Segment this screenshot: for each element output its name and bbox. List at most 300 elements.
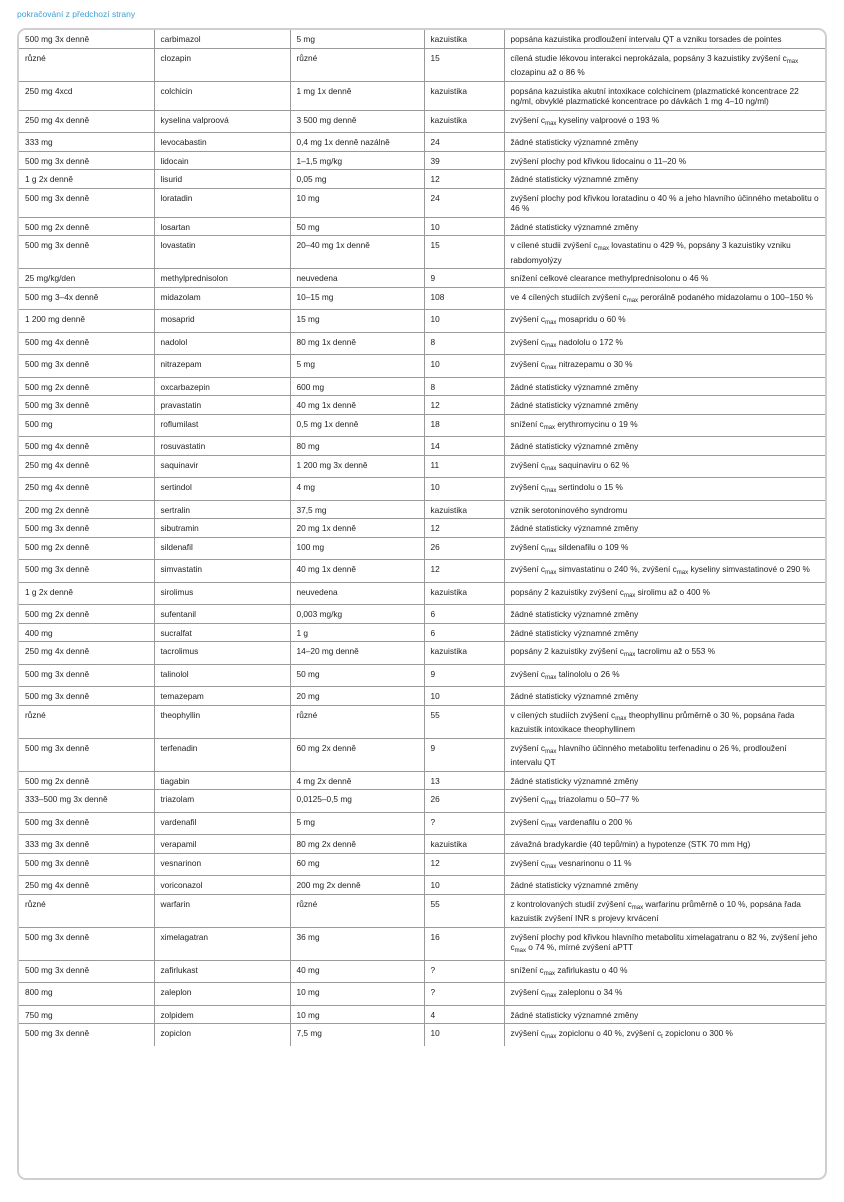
subscript: max <box>786 58 799 65</box>
subscript: max <box>545 748 557 755</box>
subscript: max <box>545 365 557 371</box>
cell-patient-count: 12 <box>424 170 504 189</box>
cell-patient-count: 15 <box>424 48 504 81</box>
cell-drug: levocabastin <box>154 133 290 152</box>
cell-patient-count: 11 <box>424 455 504 478</box>
cell-patient-count: kazuistika <box>424 500 504 519</box>
cell-drug-dose: 0,003 mg/kg <box>290 605 424 624</box>
table-row <box>19 853 825 876</box>
subscript: max <box>543 970 556 977</box>
table-row <box>19 876 825 895</box>
cell-dose: 1 g 2x denně <box>19 170 154 189</box>
table-row <box>19 894 825 927</box>
cell-effect: žádné statisticky významné změny <box>504 170 825 189</box>
cell-patient-count: ? <box>424 983 504 1006</box>
table-row <box>19 377 825 396</box>
subscript: max <box>545 342 557 349</box>
cell-dose: 333–500 mg 3x denně <box>19 790 154 813</box>
cell-effect: žádné statisticky významné změny <box>504 623 825 642</box>
table-row <box>19 478 825 501</box>
cell-dose: 25 mg/kg/den <box>19 269 154 288</box>
cell-drug-dose: 20 mg 1x denně <box>290 519 424 538</box>
interaction-table-frame <box>17 28 827 1180</box>
cell-effect: snížení $c_{max}$ zafirlukastu o 40 % <box>504 960 825 983</box>
subscript: max <box>631 904 644 911</box>
cell-patient-count: 26 <box>424 790 504 813</box>
cell-drug: nadolol <box>154 332 290 355</box>
cell-patient-count: 8 <box>424 377 504 396</box>
cell-drug-dose: 1 g <box>290 623 424 642</box>
cell-drug: sucralfat <box>154 623 290 642</box>
cell-effect: zvýšení $c_{max}$ zopiclonu o 40 %, zvýšení $c_t$ zopiclonu o 300 % <box>510 1028 733 1040</box>
cell-dose: 1 g 2x denně <box>19 582 154 605</box>
cell-dose: 400 mg <box>19 623 154 642</box>
cell-patient-count: 12 <box>424 519 504 538</box>
subscript: max <box>545 863 557 870</box>
cell-drug: methylprednisolon <box>154 269 290 288</box>
cell-effect: zvýšení $c_{max}$ zaleplonu o 34 % <box>504 983 825 1006</box>
continued-note: pokračování z předchozí strany <box>17 9 136 19</box>
cell-dose: 250 mg 4x denně <box>19 876 154 895</box>
cell-patient-count: ? <box>424 960 504 983</box>
cell-patient-count: 10 <box>424 876 504 895</box>
cell-drug: losartan <box>154 217 290 236</box>
cell-dose: 500 mg 3x denně <box>19 1024 154 1046</box>
cell-dose: 500 mg 2x denně <box>19 377 154 396</box>
table-row <box>19 437 825 456</box>
table-row <box>19 355 825 378</box>
cell-patient-count: 16 <box>424 927 504 960</box>
cell-effect: popsány 2 kazuistiky zvýšení $c_{max}$ tacrolimu až o 553 % <box>504 642 825 665</box>
cell-drug-dose: neuvedena <box>290 269 424 288</box>
table-row <box>19 500 825 519</box>
cell-patient-count: 12 <box>424 853 504 876</box>
cell-patient-count: 39 <box>424 151 504 170</box>
table-row <box>19 560 825 583</box>
cell-patient-count: 9 <box>424 738 504 771</box>
cell-patient-count: 6 <box>424 605 504 624</box>
cell-patient-count: 10 <box>424 478 504 501</box>
cell-effect: žádné statisticky významné změny <box>504 519 825 538</box>
cell-dose: 500 mg 2x denně <box>19 537 154 560</box>
cell-drug: zafirlukast <box>154 960 290 983</box>
cell-effect: žádné statisticky významné změny <box>504 133 825 152</box>
cell-patient-count: kazuistika <box>424 30 504 48</box>
cell-patient-count: 14 <box>424 437 504 456</box>
cell-drug: nitrazepam <box>154 355 290 378</box>
subscript: max <box>545 674 557 681</box>
table-row <box>19 835 825 854</box>
cell-drug: tacrolimus <box>154 642 290 665</box>
cell-dose: 500 mg <box>19 414 154 437</box>
cell-dose: 500 mg 3x denně <box>19 396 154 415</box>
cell-effect: zvýšení $c_{max}$ talinololu o 26 % <box>504 664 825 687</box>
cell-dose: 500 mg 3x denně <box>19 236 154 269</box>
table-row <box>19 605 825 624</box>
table-row <box>19 519 825 538</box>
cell-drug-dose: 40 mg <box>290 960 424 983</box>
cell-drug-dose: 4 mg 2x denně <box>290 771 424 790</box>
cell-drug: simvastatin <box>154 560 290 583</box>
cell-drug: midazolam <box>154 287 290 310</box>
cell-dose: 500 mg 2x denně <box>19 217 154 236</box>
cell-dose: 500 mg 3x denně <box>19 519 154 538</box>
cell-drug-dose: různé <box>290 705 424 738</box>
table-row <box>19 771 825 790</box>
cell-effect: zvýšení plochy pod křivkou hlavního metabolitu ximelagatranu o 82 %, zvýšení jeho $c_{max}$ o 74 %, mírné zvýšení aPTT <box>504 927 825 960</box>
cell-effect: popsána kazuistika akutní intoxikace colchicinem (plazmatické koncentrace 22 ng/ml, obvyklé plazmatické koncentrace po dávkách 1 mg 4–10 ng/ml) <box>504 81 825 110</box>
cell-drug-dose: 200 mg 2x denně <box>290 876 424 895</box>
cell-drug: saquinavir <box>154 455 290 478</box>
cell-drug-dose: 1 mg 1x denně <box>290 81 424 110</box>
cell-drug: sildenafil <box>154 537 290 560</box>
subscript: max <box>543 424 556 431</box>
cell-dose: 500 mg 4x denně <box>19 332 154 355</box>
cell-patient-count: kazuistika <box>424 110 504 133</box>
table-row <box>19 81 825 110</box>
cell-effect: zvýšení plochy pod křivkou lidocainu o 11–20 % <box>504 151 825 170</box>
cell-drug-dose: 600 mg <box>290 377 424 396</box>
cell-patient-count: kazuistika <box>424 81 504 110</box>
table-row <box>19 269 825 288</box>
subscript: max <box>623 652 636 658</box>
cell-patient-count: 15 <box>424 236 504 269</box>
cell-patient-count: ? <box>424 812 504 835</box>
table-row <box>19 687 825 706</box>
cell-dose: 500 mg 3–4x denně <box>19 287 154 310</box>
table-row <box>19 414 825 437</box>
cell-drug: triazolam <box>154 790 290 813</box>
cell-dose: 250 mg 4x denně <box>19 455 154 478</box>
cell-drug: kyselina valproová <box>154 110 290 133</box>
cell-drug: theophyllin <box>154 705 290 738</box>
cell-drug: sufentanil <box>154 605 290 624</box>
cell-patient-count: 55 <box>424 894 504 927</box>
cell-drug: lisurid <box>154 170 290 189</box>
cell-effect: zvýšení plochy pod křivkou loratadinu o 40 % a jeho hlavního účinného metabolitu o 46 % <box>504 188 825 217</box>
cell-effect: žádné statisticky významné změny <box>504 217 825 236</box>
cell-drug: mosaprid <box>154 310 290 333</box>
cell-drug-dose: 40 mg 1x denně <box>290 560 424 583</box>
cell-drug: carbimazol <box>154 30 290 48</box>
cell-patient-count: 10 <box>424 687 504 706</box>
cell-drug: voriconazol <box>154 876 290 895</box>
cell-effect: zvýšení $c_{max}$ nadololu o 172 % <box>504 332 825 355</box>
cell-drug: roflumilast <box>154 414 290 437</box>
table-row <box>19 236 825 269</box>
cell-drug-dose: 40 mg 1x denně <box>290 396 424 415</box>
cell-effect: zvýšení $c_{max}$ vesnarinonu o 11 % <box>504 853 825 876</box>
cell-drug-dose: 15 mg <box>290 310 424 333</box>
cell-effect: žádné statisticky významné změny <box>504 396 825 415</box>
table-row <box>19 455 825 478</box>
cell-patient-count: 24 <box>424 133 504 152</box>
cell-dose: různé <box>19 894 154 927</box>
cell-drug-dose: 5 mg <box>290 30 424 48</box>
table-row <box>19 960 825 983</box>
cell-dose: 333 mg <box>19 133 154 152</box>
table-row <box>19 188 825 217</box>
subscript: max <box>545 488 557 494</box>
cell-dose: 500 mg 3x denně <box>19 560 154 583</box>
cell-patient-count: 26 <box>424 537 504 560</box>
cell-drug-dose: 0,4 mg 1x denně nazálně <box>290 133 424 152</box>
cell-drug-dose: neuvedena <box>290 582 424 605</box>
cell-dose: 200 mg 2x denně <box>19 500 154 519</box>
cell-effect: popsána kazuistika prodloužení intervalu QT a vzniku torsades de pointes <box>504 30 825 48</box>
subscript: max <box>545 822 557 829</box>
cell-effect: v cílených studiích zvýšení $c_{max}$ theophyllinu průměrně o 30 %, popsána řada kazuistik intoxikace theophyllinem <box>504 705 825 738</box>
cell-drug: sibutramin <box>154 519 290 538</box>
cell-dose: různé <box>19 48 154 81</box>
cell-dose: 500 mg 3x denně <box>19 355 154 378</box>
cell-dose: 500 mg 3x denně <box>19 812 154 835</box>
cell-effect: žádné statisticky významné změny <box>504 377 825 396</box>
table-row <box>19 396 825 415</box>
cell-drug-dose: 0,5 mg 1x denně <box>290 414 424 437</box>
table-body <box>19 30 825 1046</box>
cell-drug-dose: 1–1,5 mg/kg <box>290 151 424 170</box>
cell-drug-dose: 1 200 mg 3x denně <box>290 455 424 478</box>
cell-effect: závažná bradykardie (40 tepů/min) a hypotenze (STK 70 mm Hg) <box>504 835 825 854</box>
cell-drug-dose: různé <box>290 48 424 81</box>
subscript: max <box>615 715 627 722</box>
table-row <box>19 738 825 771</box>
cell-effect: zvýšení $c_{max}$ saquinaviru o 62 % <box>504 455 825 478</box>
table-row <box>19 623 825 642</box>
cell-effect: cílená studie lékovou interakci neprokázala, popsány 3 kazuistiky zvýšení $c_{max}$ clozapinu až o 86 % <box>504 48 825 81</box>
table-row <box>19 287 825 310</box>
cell-effect: zvýšení $c_{max}$ sertindolu o 15 % <box>504 478 825 501</box>
table-row <box>19 151 825 170</box>
cell-drug: vardenafil <box>154 812 290 835</box>
cell-dose: 250 mg 4x denně <box>19 478 154 501</box>
cell-effect: zvýšení $c_{max}$ kyseliny valproové o 193 % <box>504 110 825 133</box>
cell-patient-count: 4 <box>424 1005 504 1024</box>
cell-patient-count: 18 <box>424 414 504 437</box>
cell-effect: ve 4 cílených studiích zvýšení $c_{max}$ perorálně podaného midazolamu o 100–150 % <box>504 287 825 310</box>
cell-drug: lidocain <box>154 151 290 170</box>
cell-drug: sertralin <box>154 500 290 519</box>
subscript: max <box>545 1034 557 1040</box>
cell-patient-count: 12 <box>424 560 504 583</box>
subscript: max <box>545 120 557 127</box>
cell-dose: 500 mg 4x denně <box>19 437 154 456</box>
cell-drug-dose: 80 mg 1x denně <box>290 332 424 355</box>
cell-dose: 800 mg <box>19 983 154 1006</box>
cell-drug: lovastatin <box>154 236 290 269</box>
cell-drug: terfenadin <box>154 738 290 771</box>
cell-drug-dose: 10 mg <box>290 1005 424 1024</box>
cell-effect: snížení $c_{max}$ erythromycinu o 19 % <box>504 414 825 437</box>
cell-drug: warfarin <box>154 894 290 927</box>
cell-drug: sirolimus <box>154 582 290 605</box>
cell-drug-dose: různé <box>290 894 424 927</box>
cell-drug: zopiclon <box>154 1024 290 1046</box>
cell-effect: zvýšení $c_{max}$ sildenafilu o 109 % <box>504 537 825 560</box>
cell-patient-count: 13 <box>424 771 504 790</box>
cell-dose: různé <box>19 705 154 738</box>
cell-drug-dose: 5 mg <box>290 355 424 378</box>
cell-effect: popsány 2 kazuistiky zvýšení $c_{max}$ sirolimu až o 400 % <box>504 582 825 605</box>
cell-effect: žádné statisticky významné změny <box>504 687 825 706</box>
table-row <box>19 310 825 333</box>
cell-patient-count: 24 <box>424 188 504 217</box>
cell-effect: zvýšení $c_{max}$ nitrazepamu o 30 % <box>504 355 825 378</box>
cell-drug: rosuvastatin <box>154 437 290 456</box>
table-row <box>19 983 825 1006</box>
cell-drug: vesnarinon <box>154 853 290 876</box>
cell-drug: talinolol <box>154 664 290 687</box>
cell-dose: 500 mg 3x denně <box>19 188 154 217</box>
cell-dose: 250 mg 4x denně <box>19 642 154 665</box>
cell-effect: snížení celkové clearance methylprednisolonu o 46 % <box>504 269 825 288</box>
cell-drug-dose: 0,0125–0,5 mg <box>290 790 424 813</box>
cell-effect: zvýšení $c_{max}$ vardenafilu o 200 % <box>504 812 825 835</box>
cell-dose: 500 mg 3x denně <box>19 853 154 876</box>
cell-effect: žádné statisticky významné změny <box>504 876 825 895</box>
subscript: max <box>626 297 639 304</box>
table-row <box>19 170 825 189</box>
cell-patient-count: 10 <box>424 355 504 378</box>
cell-effect: v cílené studii zvýšení $c_{max}$ lovastatinu o 429 %, popsány 3 kazuistiky vzniku rabdomyolýzy <box>504 236 825 269</box>
table-row <box>19 927 825 960</box>
cell-effect: žádné statisticky významné změny <box>504 437 825 456</box>
table-row <box>19 110 825 133</box>
subscript: max <box>545 800 557 806</box>
cell-dose: 500 mg 3x denně <box>19 151 154 170</box>
cell-drug-dose: 80 mg 2x denně <box>290 835 424 854</box>
cell-patient-count: 10 <box>424 1024 504 1046</box>
cell-drug: ximelagatran <box>154 927 290 960</box>
cell-effect: zvýšení $c_{max}$ triazolamu o 50–77 % <box>504 790 825 813</box>
cell-drug-dose: 36 mg <box>290 927 424 960</box>
table-row <box>19 537 825 560</box>
cell-drug-dose: 0,05 mg <box>290 170 424 189</box>
cell-dose: 333 mg 3x denně <box>19 835 154 854</box>
table-row <box>19 705 825 738</box>
cell-dose: 500 mg 3x denně <box>19 738 154 771</box>
table-row <box>19 664 825 687</box>
cell-drug: clozapin <box>154 48 290 81</box>
cell-patient-count: 10 <box>424 310 504 333</box>
cell-dose: 500 mg 2x denně <box>19 771 154 790</box>
cell-patient-count: 9 <box>424 664 504 687</box>
cell-effect: zvýšení $c_{max}$ simvastatinu o 240 %, zvýšení $c_{max}$ kyseliny simvastatinové o 290 % <box>504 560 825 583</box>
cell-effect: vznik serotoninového syndromu <box>504 500 825 519</box>
table-row <box>19 30 825 48</box>
table-row <box>19 1024 825 1046</box>
cell-drug-dose: 60 mg 2x denně <box>290 738 424 771</box>
cell-dose: 1 200 mg denně <box>19 310 154 333</box>
cell-drug-dose: 10 mg <box>290 188 424 217</box>
cell-dose: 500 mg 3x denně <box>19 960 154 983</box>
cell-drug-dose: 100 mg <box>290 537 424 560</box>
cell-drug-dose: 20–40 mg 1x denně <box>290 236 424 269</box>
cell-dose: 500 mg 3x denně <box>19 30 154 48</box>
table-row <box>19 1005 825 1024</box>
cell-drug-dose: 5 mg <box>290 812 424 835</box>
cell-dose: 500 mg 3x denně <box>19 687 154 706</box>
cell-drug: pravastatin <box>154 396 290 415</box>
cell-patient-count: kazuistika <box>424 582 504 605</box>
subscript: max <box>514 948 526 954</box>
subscript: max <box>623 592 636 599</box>
cell-drug: oxcarbazepin <box>154 377 290 396</box>
table-row <box>19 790 825 813</box>
subscript: t <box>661 1034 663 1040</box>
cell-drug-dose: 50 mg <box>290 217 424 236</box>
cell-drug-dose: 10 mg <box>290 983 424 1006</box>
cell-patient-count: 9 <box>424 269 504 288</box>
table-row <box>19 642 825 665</box>
table-row <box>19 582 825 605</box>
cell-dose: 250 mg 4xcd <box>19 81 154 110</box>
subscript: max <box>545 993 557 999</box>
cell-dose: 750 mg <box>19 1005 154 1024</box>
cell-drug: zaleplon <box>154 983 290 1006</box>
cell-patient-count: kazuistika <box>424 642 504 665</box>
cell-dose: 500 mg 2x denně <box>19 605 154 624</box>
subscript: max <box>545 547 557 554</box>
cell-drug-dose: 4 mg <box>290 478 424 501</box>
cell-drug: loratadin <box>154 188 290 217</box>
cell-drug-dose: 60 mg <box>290 853 424 876</box>
subscript: max <box>545 465 557 472</box>
table-row <box>19 332 825 355</box>
cell-drug: sertindol <box>154 478 290 501</box>
cell-drug: colchicin <box>154 81 290 110</box>
cell-patient-count: 8 <box>424 332 504 355</box>
cell-effect: žádné statisticky významné změny <box>504 1005 825 1024</box>
cell-effect: z kontrolovaných studií zvýšení $c_{max}$ warfarinu průměrně o 10 %, popsána řada kazuistik zvýšení INR s projevy krvácení <box>504 894 825 927</box>
cell-patient-count: 12 <box>424 396 504 415</box>
subscript: max <box>597 246 609 252</box>
subscript: max <box>676 570 689 576</box>
cell-drug-dose: 3 500 mg denně <box>290 110 424 133</box>
table-row <box>19 812 825 835</box>
cell-patient-count: 108 <box>424 287 504 310</box>
cell-drug: tiagabin <box>154 771 290 790</box>
cell-drug-dose: 7,5 mg <box>290 1024 424 1046</box>
table-row <box>19 48 825 81</box>
cell-drug: verapamil <box>154 835 290 854</box>
cell-patient-count: 10 <box>424 217 504 236</box>
cell-drug-dose: 37,5 mg <box>290 500 424 519</box>
cell-drug: temazepam <box>154 687 290 706</box>
interaction-table <box>19 30 825 1046</box>
cell-drug: zolpidem <box>154 1005 290 1024</box>
cell-drug-dose: 10–15 mg <box>290 287 424 310</box>
cell-patient-count: 6 <box>424 623 504 642</box>
cell-patient-count: kazuistika <box>424 835 504 854</box>
cell-dose: 500 mg 3x denně <box>19 664 154 687</box>
cell-effect: zvýšení $c_{max}$ hlavního účinného metabolitu terfenadinu o 26 %, prodloužení intervalu QT <box>504 738 825 771</box>
subscript: max <box>545 570 557 576</box>
cell-patient-count: 55 <box>424 705 504 738</box>
table-row <box>19 217 825 236</box>
cell-drug-dose: 50 mg <box>290 664 424 687</box>
cell-effect: žádné statisticky významné změny <box>504 771 825 790</box>
cell-effect: zvýšení $c_{max}$ mosapridu o 60 % <box>504 310 825 333</box>
cell-drug-dose: 80 mg <box>290 437 424 456</box>
table-row <box>19 133 825 152</box>
cell-dose: 250 mg 4x denně <box>19 110 154 133</box>
cell-dose: 500 mg 3x denně <box>19 927 154 960</box>
cell-drug-dose: 20 mg <box>290 687 424 706</box>
cell-drug-dose: 14–20 mg denně <box>290 642 424 665</box>
cell-effect: žádné statisticky významné změny <box>504 605 825 624</box>
